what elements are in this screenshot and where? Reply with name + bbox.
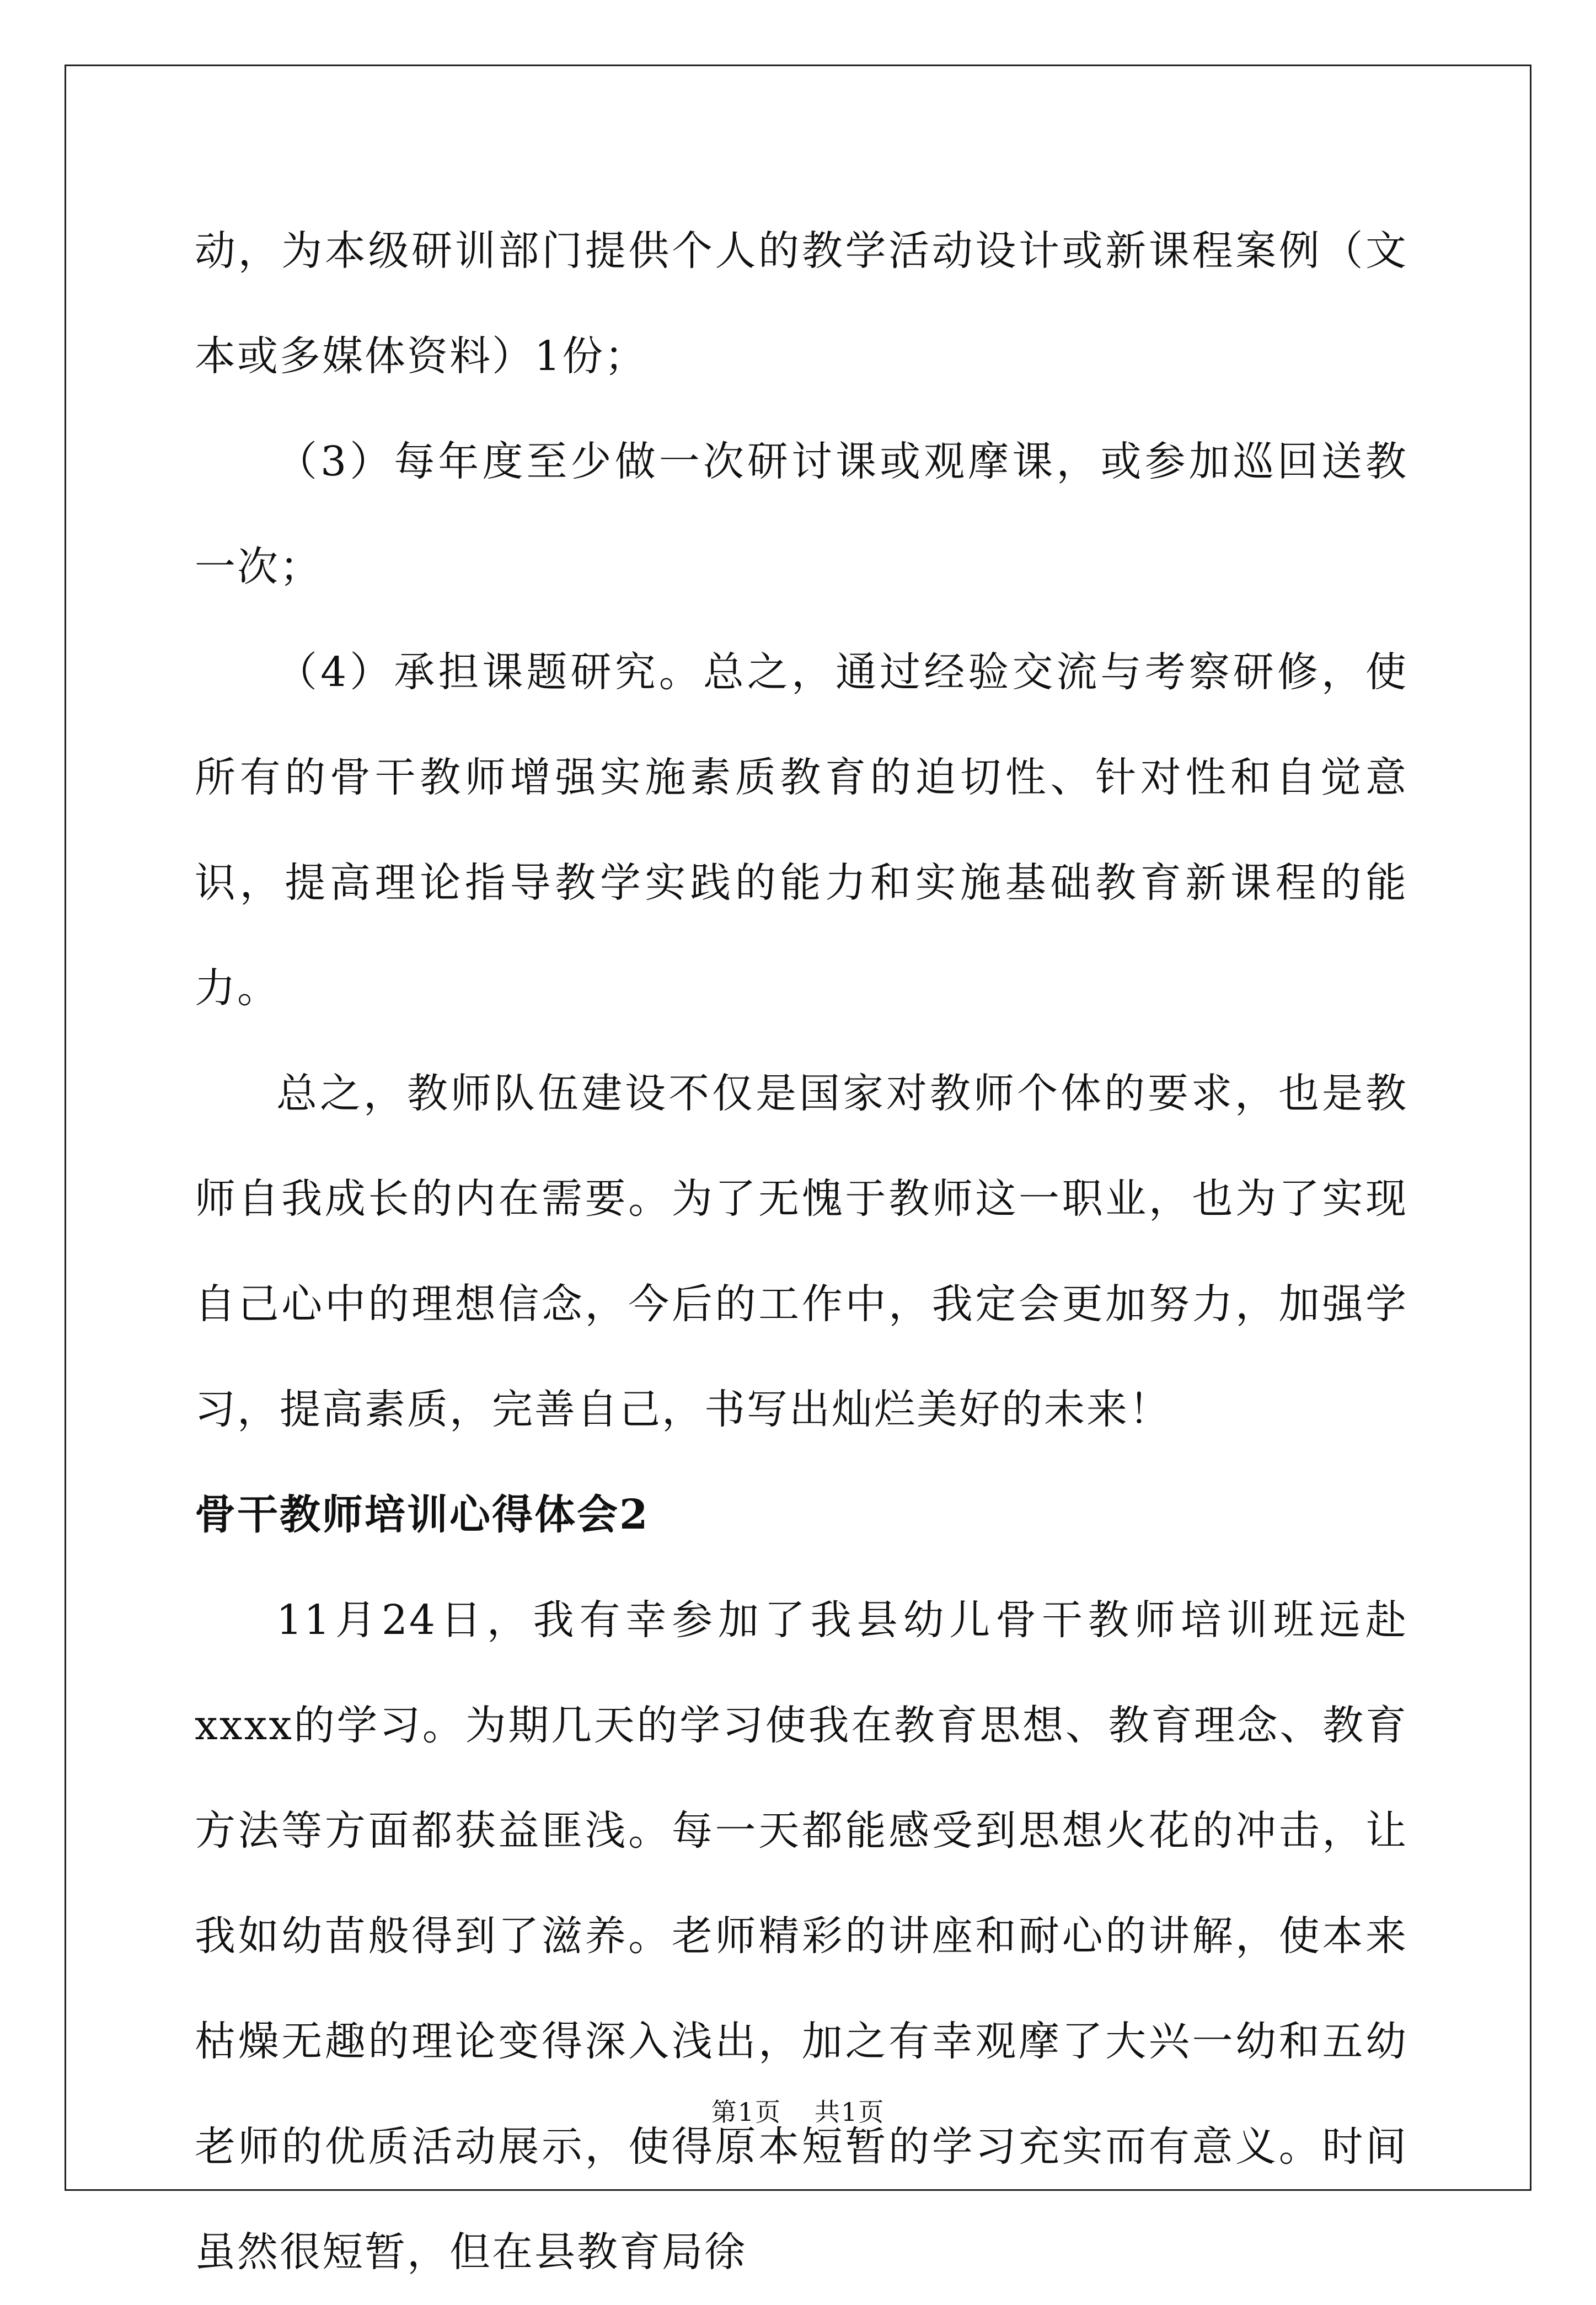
paragraph: （3）每年度至少做一次研讨课或观摩课，或参加巡回送教一次； [195,438,1408,591]
page-footer [0,2095,1596,2129]
paragraph: 11月24日，我有幸参加了我县幼儿骨干教师培训班远赴xxxx的学习。为期几天的学习使我在教育思想、教育理念、教育方法等方面都获益匪浅。每一天都能感受到思想火花的冲击，让我如幼苗般得到了滋养。老师精彩的讲座和耐心的讲解，使本来枯燥无趣的理论变得深入浅出，加之有幸观摩了大兴一幼和五幼老师的优质活动展示，使得原本短暂的学习充实而有意义。时间虽然很短暂，但在县教育局徐 [195,1596,1408,2276]
paragraph: （4）承担课题研究。总之，通过经验交流与考察研修，使所有的骨干教师增强实施素质教育的迫切性、针对性和自觉意识，提高理论指导教学实践的能力和实施基础教育新课程的能力。 [195,648,1408,1012]
page-number: 第1页 [711,2097,781,2127]
paragraph: 动，为本级研训部门提供个人的教学活动设计或新课程案例（文本或多媒体资料）1份； [195,227,1408,380]
page-total: 共1页 [815,2097,885,2127]
document-body [195,199,1408,2305]
paragraph: 总之，教师队伍建设不仅是国家对教师个体的要求，也是教师自我成长的内在需要。为了无愧于教师这一职业，也为了实现自己心中的理想信念，今后的工作中，我定会更加努力，加强学习，提高素质，完善自己，书写出灿烂美好的未来！ [195,1070,1408,1433]
section-heading: 骨干教师培训心得体会2 [195,1491,650,1539]
